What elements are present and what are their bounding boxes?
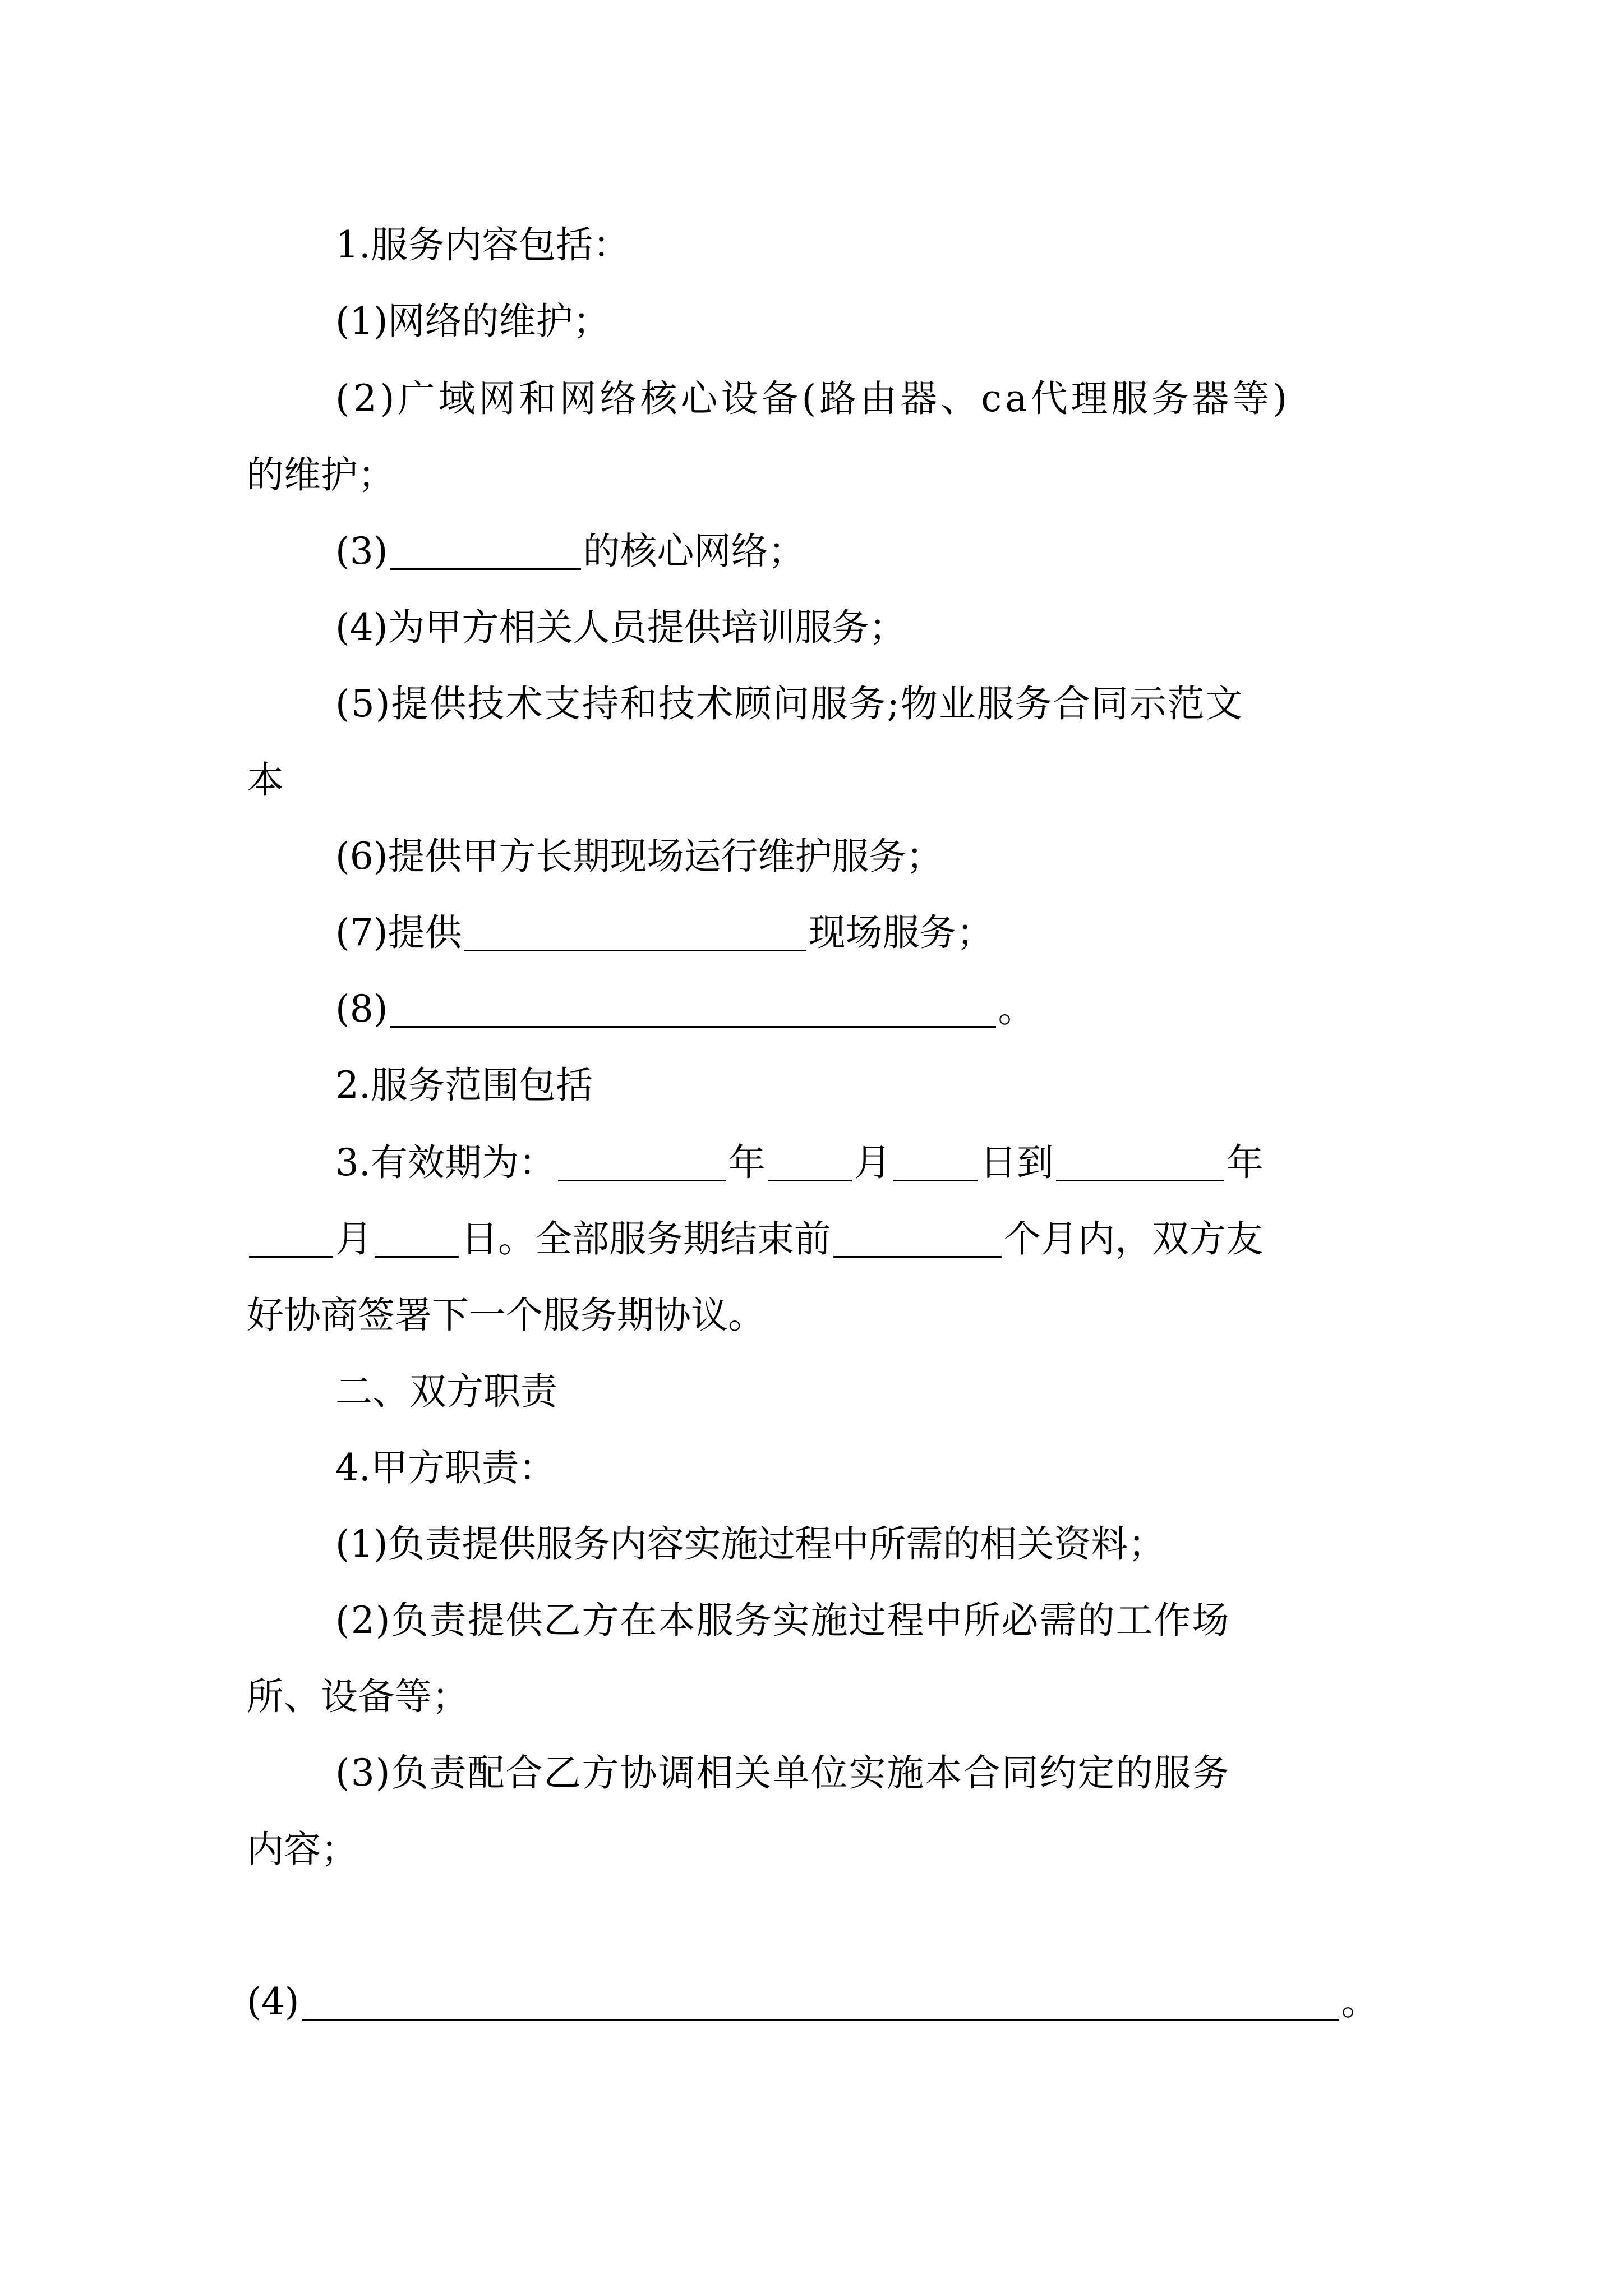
item-2-line-2 (247, 453, 395, 496)
text: 。 (1341, 1980, 1378, 2023)
blank-field[interactable] (558, 1145, 726, 1181)
item-1 (335, 300, 610, 343)
blank-field[interactable] (833, 1221, 1002, 1258)
text: (1)负责提供服务内容实施过程中所需的相关资料； (335, 1522, 1165, 1566)
duty-3-line-1 (335, 1751, 1230, 1795)
text: 的维护； (247, 453, 395, 496)
clause-4-heading (335, 1446, 556, 1489)
duty-4 (247, 1980, 1378, 2023)
clause-3-line-2 (247, 1217, 1263, 1260)
text: 本 (247, 758, 284, 802)
text: 4.甲方职责： (335, 1446, 556, 1489)
text: (4)为甲方相关人员提供培训服务； (335, 606, 906, 649)
text: 好协商签署下一个服务期协议。 (247, 1294, 765, 1337)
clause-1-heading (335, 223, 630, 266)
section-2-heading (335, 1370, 557, 1413)
text: 日。全部服务期结束前 (461, 1217, 831, 1260)
text: 二、双方职责 (335, 1370, 557, 1413)
item-8 (335, 987, 1035, 1030)
blank-field[interactable] (249, 1221, 333, 1258)
item-5-line-2 (247, 758, 284, 802)
duty-3-line-2 (247, 1828, 358, 1871)
text: 年 (728, 1141, 766, 1184)
text: 。 (998, 987, 1035, 1030)
duty-1 (335, 1522, 1165, 1566)
text: (2)负责提供乙方在本服务实施过程中所必需的工作场 (335, 1599, 1230, 1642)
text: (3) (335, 530, 388, 573)
item-5-line-1 (335, 682, 1244, 725)
clause-3-line-1 (335, 1141, 1264, 1184)
blank-field[interactable] (1056, 1145, 1224, 1181)
blank-field[interactable] (768, 1145, 852, 1181)
text: 月 (854, 1141, 891, 1184)
blank-field[interactable] (302, 1984, 1339, 2021)
text: 年 (1226, 1141, 1264, 1184)
item-2-line-1 (335, 377, 1390, 420)
item-3 (335, 530, 805, 573)
text: 日到 (979, 1141, 1054, 1184)
text: 2.服务范围包括 (335, 1064, 593, 1107)
text: 所、设备等； (247, 1675, 469, 1718)
text: 现场服务； (808, 911, 994, 954)
blank-field[interactable] (893, 1145, 978, 1181)
text: 1.服务内容包括： (335, 223, 630, 266)
blank-field[interactable] (390, 991, 996, 1028)
text: 内容； (247, 1828, 358, 1871)
text: (3)负责配合乙方协调相关单位实施本合同约定的服务 (335, 1751, 1230, 1795)
text: (8) (335, 987, 388, 1030)
item-6 (335, 835, 943, 878)
text: (2)广域网和网络核心设备(路由器、ca代理服务器等) (335, 377, 1291, 420)
duty-2-line-2 (247, 1675, 469, 1718)
text: 月 (335, 1217, 372, 1260)
text: 的核心网络； (583, 530, 805, 573)
blank-field[interactable] (390, 533, 581, 570)
clause-2-heading (335, 1064, 593, 1107)
item-7 (335, 911, 994, 954)
text: 个月内，双方友 (1004, 1217, 1263, 1260)
text: (4) (247, 1980, 299, 2023)
text: (5)提供技术支持和技术顾问服务;物业服务合同示范文 (335, 682, 1244, 725)
duty-2-line-1 (335, 1599, 1230, 1642)
blank-field[interactable] (464, 915, 806, 951)
blank-field[interactable] (375, 1221, 459, 1258)
text: (1)网络的维护； (335, 300, 610, 343)
text: (6)提供甲方长期现场运行维护服务； (335, 835, 943, 878)
clause-3-line-3 (247, 1294, 765, 1337)
text: (7)提供 (335, 911, 462, 954)
item-4 (335, 606, 906, 649)
text: 3.有效期为： (335, 1141, 556, 1184)
